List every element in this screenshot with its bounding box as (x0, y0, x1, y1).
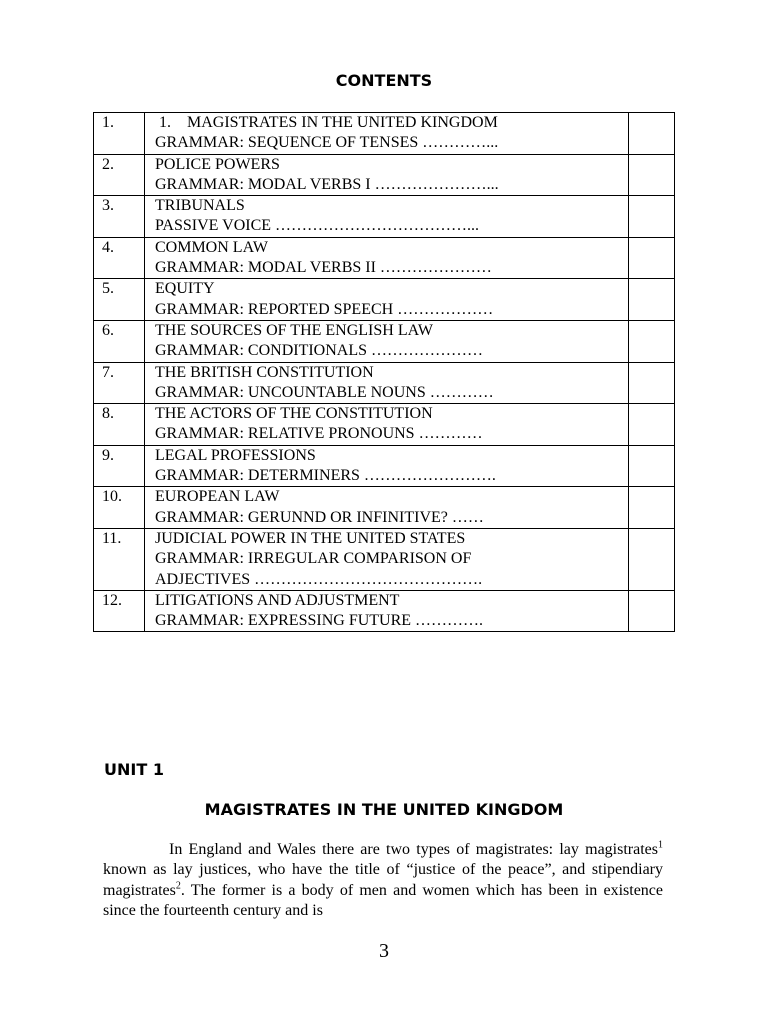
body-paragraph (103, 840, 663, 921)
contents-table-body (94, 113, 675, 632)
contents-table (93, 112, 675, 632)
contents-row-number: 9. (94, 445, 145, 487)
contents-row-page (629, 528, 675, 590)
contents-row (94, 404, 675, 446)
contents-row-number: 1. (94, 113, 145, 155)
footnote-marker-1: 1 (658, 839, 663, 851)
contents-row-entry (145, 237, 629, 279)
contents-row (94, 445, 675, 487)
contents-row (94, 590, 675, 632)
unit-topic: EQUITY (155, 280, 215, 298)
contents-row (94, 320, 675, 362)
unit-label: UNIT 1 (104, 760, 164, 779)
contents-row (94, 487, 675, 529)
contents-row-number: 5. (94, 279, 145, 321)
contents-row-page (629, 590, 675, 632)
contents-row (94, 113, 675, 155)
contents-row-page (629, 237, 675, 279)
contents-row-number: 3. (94, 196, 145, 238)
contents-row-entry (145, 487, 629, 529)
contents-row-page (629, 113, 675, 155)
contents-row-number: 10. (94, 487, 145, 529)
unit-topic: TRIBUNALS (155, 197, 245, 215)
unit-subtopic: GRAMMAR: DETERMINERS ……………………. (155, 467, 496, 485)
contents-row-number: 4. (94, 237, 145, 279)
unit-subtopic: GRAMMAR: UNCOUNTABLE NOUNS ………… (155, 383, 494, 401)
footnote-marker-2: 2 (175, 880, 181, 892)
contents-row-entry (145, 528, 629, 590)
contents-row-number: 11. (94, 528, 145, 590)
contents-row-entry (145, 445, 629, 487)
unit-topic: LITIGATIONS AND ADJUSTMENT (155, 591, 400, 609)
contents-row-entry (145, 154, 629, 196)
contents-row (94, 279, 675, 321)
contents-row-entry (145, 113, 629, 155)
unit-topic: LEGAL PROFESSIONS (155, 446, 316, 464)
unit-title: MAGISTRATES IN THE UNITED KINGDOM (204, 800, 564, 819)
contents-row-entry (145, 404, 629, 446)
unit-topic: COMMON LAW (155, 238, 268, 256)
contents-row (94, 237, 675, 279)
paragraph-text-1: In England and Wales there are two types of magistrates: lay magistrates (169, 841, 658, 858)
contents-row (94, 154, 675, 196)
contents-row-entry (145, 320, 629, 362)
unit-subtopic: GRAMMAR: SEQUENCE OF TENSES …………... (155, 134, 499, 152)
contents-row (94, 196, 675, 238)
unit-topic: 1. MAGISTRATES IN THE UNITED KINGDOM (155, 114, 498, 131)
unit-topic: THE ACTORS OF THE CONSTITUTION (155, 405, 433, 423)
unit-subtopic: GRAMMAR: GERUNND OR INFINITIVE? …… (155, 508, 484, 526)
contents-row (94, 528, 675, 590)
unit-subtopic: GRAMMAR: EXPRESSING FUTURE …………. (155, 612, 484, 630)
contents-row-page (629, 154, 675, 196)
unit-topic: POLICE POWERS (155, 155, 280, 173)
unit-subtopic: GRAMMAR: RELATIVE PRONOUNS ………… (155, 425, 483, 443)
contents-row-entry (145, 196, 629, 238)
contents-row-page (629, 320, 675, 362)
contents-row-page (629, 196, 675, 238)
contents-row-number: 6. (94, 320, 145, 362)
contents-row-page (629, 362, 675, 404)
contents-row-number: 2. (94, 154, 145, 196)
contents-row-number: 7. (94, 362, 145, 404)
contents-heading: CONTENTS (335, 71, 433, 90)
unit-topic: THE BRITISH CONSTITUTION (155, 363, 374, 381)
unit-subtopic: PASSIVE VOICE ………………………………... (155, 217, 480, 235)
unit-topic: JUDICIAL POWER IN THE UNITED STATES (155, 529, 466, 547)
unit-subtopic: GRAMMAR: MODAL VERBS I …………………... (155, 175, 499, 193)
unit-subtopic: ADJECTIVES ……………………………………. (155, 570, 483, 588)
paragraph-text-3: . The former is a body of men and women which has been in existence since the fourteenth century and is (103, 881, 663, 919)
contents-row (94, 362, 675, 404)
contents-row-page (629, 487, 675, 529)
unit-subtopic: GRAMMAR: IRREGULAR COMPARISON OF (155, 550, 472, 568)
contents-row-number: 8. (94, 404, 145, 446)
contents-row-page (629, 279, 675, 321)
unit-topic: EUROPEAN LAW (155, 488, 280, 506)
contents-row-entry (145, 279, 629, 321)
unit-subtopic: GRAMMAR: CONDITIONALS ………………… (155, 342, 484, 360)
contents-row-number: 12. (94, 590, 145, 632)
contents-row-entry (145, 590, 629, 632)
unit-topic: THE SOURCES OF THE ENGLISH LAW (155, 321, 433, 339)
contents-row-page (629, 404, 675, 446)
page-number: 3 (379, 940, 389, 962)
paragraph-text-2: known as lay justices, who have the title of “justice of the peace”, and stipendiary magistrates (103, 861, 663, 899)
contents-row-entry (145, 362, 629, 404)
unit-subtopic: GRAMMAR: REPORTED SPEECH ……………… (155, 300, 494, 318)
contents-row-page (629, 445, 675, 487)
unit-subtopic: GRAMMAR: MODAL VERBS II ………………… (155, 259, 492, 277)
